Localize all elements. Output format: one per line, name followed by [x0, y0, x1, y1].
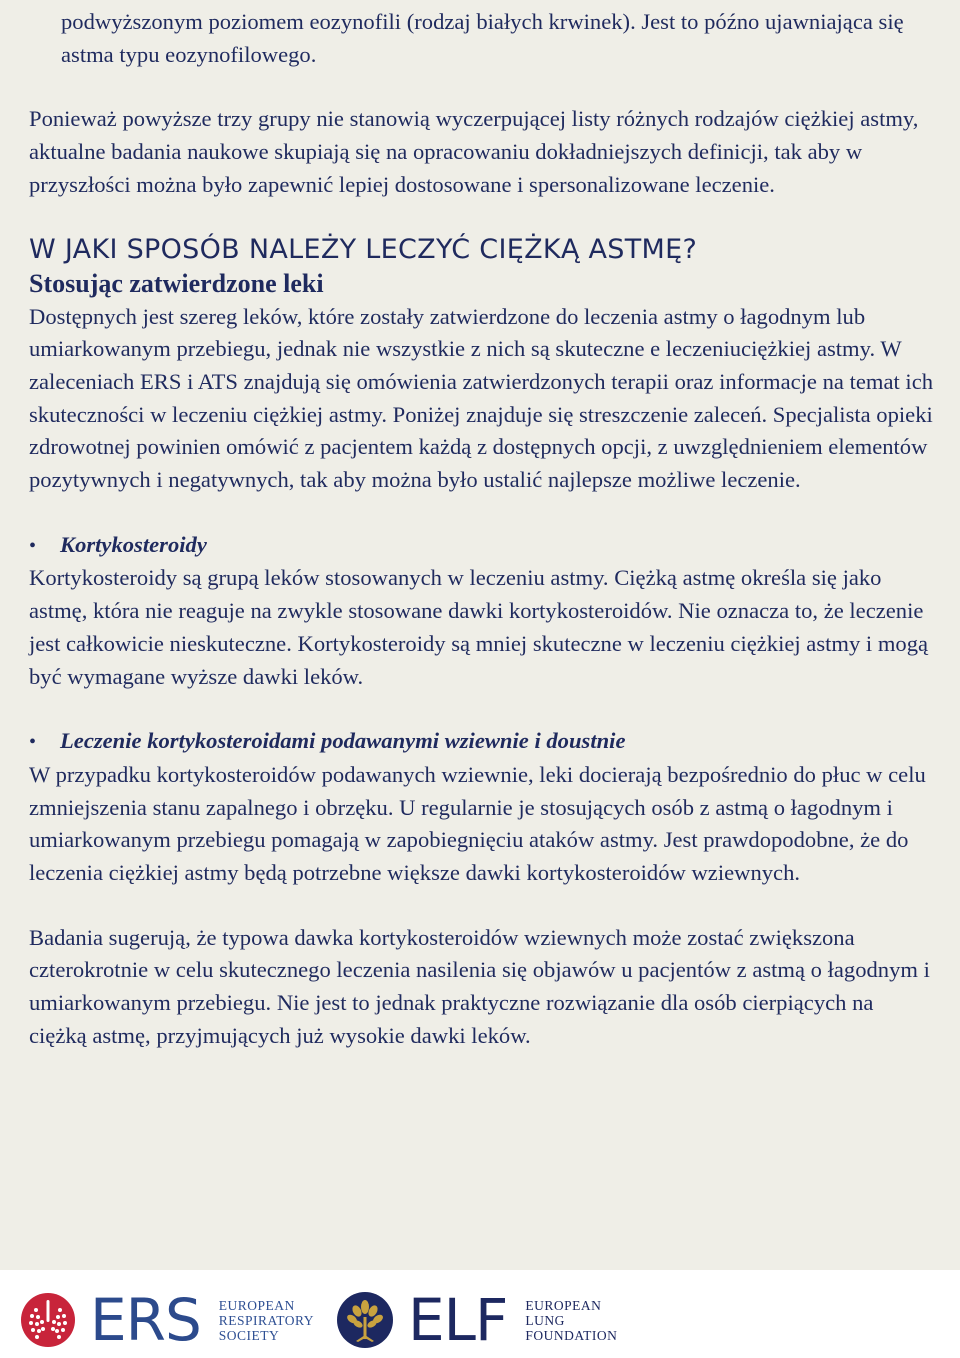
sub-heading: Stosując zatwierdzone leki — [29, 268, 324, 298]
ers-abbreviation: ERS — [90, 1286, 201, 1354]
footer — [0, 1270, 960, 1358]
ers-name-line: SOCIETY — [218, 1327, 280, 1343]
document-body — [29, 6, 934, 1053]
ers-lungs-dots-icon — [20, 1292, 76, 1348]
intro-continuation: podwyższonym poziomem eozynofili (rodzaj białych krwinek). Jest to późno ujawniająca się astma typu eozynofilowego. — [61, 9, 904, 67]
elf-name-line: LUNG — [525, 1312, 565, 1328]
section-heading: W JAKI SPOSÓB NALEŻY LECZYĆ CIĘŻKĄ ASTMĘ? — [29, 233, 698, 265]
ers-name-line: RESPIRATORY — [218, 1312, 315, 1328]
ers-name — [219, 1298, 314, 1343]
paragraph-research: Ponieważ powyższe trzy grupy nie stanowią wyczerpującej listy różnych rodzajów ciężkiej astmy, aktualne badania naukowe skupiają się na opracowaniu dokładniejszych definicji, tak aby w przyszłości można było zapewnić lepiej dostosowane i spersonalizowane leczenie. — [29, 106, 919, 197]
bullet-title: Leczenie kortykosteroidami podawanymi wziewnie i doustnie — [60, 728, 626, 754]
paragraph-final: Badania sugerują, że typowa dawka kortykosteroidów wziewnych może zostać zwiększona czterokrotnie w celu skutecznego leczenia nasilenia się objawów u pacjentów z astmą o łagodnym i umiarkowanym przebiegu. Nie jest to jednak praktyczne rozwiązanie dla osób cierpiących na ciężką astmę, przyjmujących już wysokie dawki leków. — [29, 924, 930, 1048]
elf-logo — [336, 1286, 618, 1354]
elf-name — [525, 1298, 617, 1343]
bullet-2-text: W przypadku kortykosteroidów podawanych wziewnie, leki docierają bezpośrednio do płuc w celu zmniejszenia stanu zapalnego i obrzęku. U regularnie je stosujących osób z astmą o łagodnym i umiarkowanym przebiegu pomagają w zapobiegnięciu ataków astmy. Jest prawdopodobne, że do leczenia ciężkiej astmy będą potrzebne większe dawki kortykosteroidów wziewnych. — [29, 761, 926, 886]
bullet-1-text: Kortykosteroidy są grupą leków stosowanych w leczeniu astmy. Ciężką astmę określa się jako astmę, która nie reaguje na zwykle stosowane dawki kortykosteroidów. Nie oznacza to, że leczenie jest całkowicie nieskuteczne. Kortykosteroidy są mniej skuteczne w leczeniu ciężkiej astmy i mogą być wymagane wyższe dawki leków. — [29, 565, 929, 689]
ers-name-line: EUROPEAN — [218, 1297, 295, 1313]
elf-name-line: FOUNDATION — [525, 1327, 618, 1343]
bullet-inhaled-oral — [29, 725, 934, 759]
bullet-dot-icon: • — [29, 534, 37, 557]
bullet-dot-icon: • — [29, 731, 37, 754]
paragraph-approved-drugs: Dostępnych jest szereg leków, które zostały zatwierdzone do leczenia astmy o łagodnym lub umiarkowanym przebiegu, jednak nie wszystkie z nich są skuteczne e leczeniuciężkiej astmy. W zaleceniach ERS i ATS znajdują się omówienia zatwierdzonych terapii oraz informacje na temat ich skuteczności w leczeniu ciężkiej astmy. Poniżej znajduje się streszczenie zaleceń. Specjalista opieki zdrowotnej powinien omówić z pacjentem każdą z dostępnych opcji, z uwzględnieniem elementów pozytywnych i negatywnych, tak aby można było ustalić najlepsze możliwe leczenie. — [29, 303, 934, 493]
ers-logo — [20, 1286, 315, 1354]
elf-abbreviation: ELF — [408, 1286, 508, 1354]
bullet-title: Kortykosteroidy — [60, 531, 207, 557]
bullet-corticosteroids — [29, 529, 934, 563]
elf-name-line: EUROPEAN — [525, 1297, 602, 1313]
elf-tree-icon — [336, 1291, 394, 1349]
